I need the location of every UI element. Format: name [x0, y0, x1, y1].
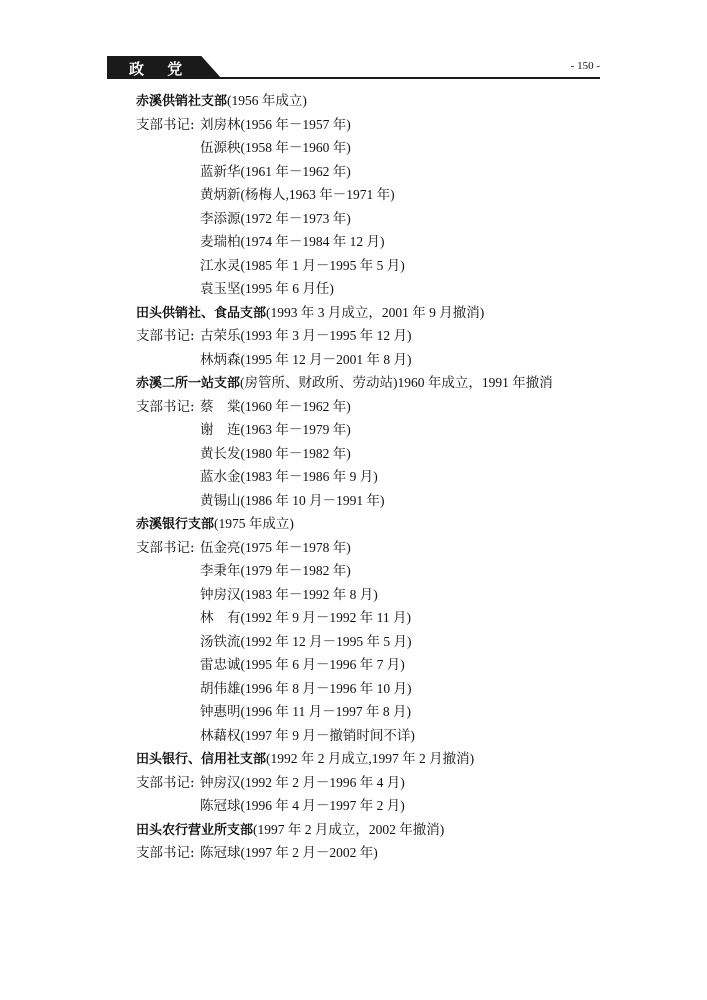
secretary-row — [136, 653, 606, 677]
secretary-row — [136, 489, 606, 513]
secretary-term: (1986 年 10 月－1991 年) — [240, 492, 385, 508]
secretary-name: 谢 连 — [200, 422, 241, 438]
branch-note: (1997 年 2 月成立，2002 年撤消) — [253, 821, 445, 837]
branch-note: (房管所、财政所、劳动站)1960 年成立，1991 年撤消 — [240, 375, 553, 390]
secretary-label: 支部书记: — [136, 845, 195, 861]
secretary-name: 钟惠明 — [200, 704, 241, 720]
branch-note: (1992 年 2 月成立,1997 年 2 月撤消) — [266, 751, 475, 766]
secretary-term: (1960 年－1962 年) — [240, 398, 351, 414]
branch-heading — [136, 512, 606, 536]
secretary-row — [136, 794, 606, 818]
branch-name: 赤溪供销社支部 — [136, 94, 228, 109]
secretary-row — [136, 630, 606, 654]
secretary-name: 蓝水金 — [200, 469, 241, 485]
header-rule — [202, 77, 600, 79]
secretary-row — [136, 230, 606, 254]
branch-heading — [136, 89, 606, 113]
page-number: - 150 - — [570, 60, 600, 72]
secretary-term: (1995 年 6 月任) — [240, 281, 334, 296]
secretary-row — [136, 677, 606, 701]
secretary-term: (1997 年 2 月－2002 年) — [240, 845, 378, 860]
secretary-name: 汤铁流 — [200, 633, 241, 650]
secretary-term: (1992 年 12 月－1995 年 5 月) — [240, 633, 412, 649]
branch-note: (1956 年成立) — [227, 93, 307, 108]
secretary-name: 陈冠球 — [200, 845, 241, 861]
branch-heading — [136, 818, 606, 842]
secretary-row — [136, 113, 606, 137]
secretary-name: 袁玉坚 — [200, 281, 241, 297]
secretary-term: (1996 年 11 月－1997 年 8 月) — [240, 704, 411, 719]
secretary-row — [136, 207, 606, 231]
secretary-term: (1985 年 1 月－1995 年 5 月) — [240, 257, 405, 273]
secretary-term: (1983 年－1986 年 9 月) — [240, 469, 378, 484]
page-header — [107, 56, 600, 80]
secretary-name: 江水灵 — [200, 257, 241, 274]
secretary-row — [136, 348, 606, 372]
secretary-row — [136, 465, 606, 489]
secretary-row — [136, 583, 606, 607]
branch-name: 赤溪银行支部 — [136, 517, 215, 532]
secretary-row — [136, 606, 606, 630]
secretary-name: 伍金亮 — [200, 539, 241, 556]
secretary-term: (1974 年－1984 年 12 月) — [240, 234, 385, 249]
branch-note: (1993 年 3 月成立，2001 年 9 月撤消) — [266, 304, 485, 320]
secretary-name: 钟房汉 — [200, 586, 241, 603]
branch-note: (1975 年成立) — [214, 516, 294, 531]
secretary-name: 胡伟雄 — [200, 680, 241, 697]
secretary-term: (1980 年－1982 年) — [240, 445, 351, 461]
branch-name: 田头银行、信用社支部 — [136, 752, 267, 767]
secretary-row — [136, 536, 606, 560]
secretary-row — [136, 841, 606, 865]
secretary-term: (1996 年 8 月－1996 年 10 月) — [240, 680, 412, 696]
secretary-term: (1992 年 2 月－1996 年 4 月) — [240, 774, 405, 790]
secretary-term: (1997 年 9 月－撤销时间不详) — [240, 727, 415, 743]
secretary-row — [136, 395, 606, 419]
secretary-row — [136, 418, 606, 442]
secretary-term: (1996 年 4 月－1997 年 2 月) — [240, 798, 405, 813]
secretary-term: (1956 年－1957 年) — [240, 116, 351, 132]
secretary-term: (1995 年 6 月－1996 年 7 月) — [240, 657, 405, 672]
secretary-name: 黄锡山 — [200, 492, 241, 509]
branch-heading — [136, 747, 606, 771]
secretary-name: 蔡 棠 — [200, 398, 241, 415]
secretary-term: (1983 年－1992 年 8 月) — [240, 586, 378, 602]
secretary-label: 支部书记: — [136, 539, 195, 556]
secretary-term: (杨梅人,1963 年－1971 年) — [240, 187, 395, 202]
secretary-label: 支部书记: — [136, 774, 195, 791]
secretary-row — [136, 183, 606, 207]
secretary-name: 麦瑞柏 — [200, 234, 241, 250]
secretary-row — [136, 324, 606, 348]
secretary-name: 伍源秧 — [200, 140, 241, 156]
secretary-name: 黄炳新 — [200, 187, 241, 203]
secretary-term: (1992 年 9 月－1992 年 11 月) — [240, 610, 411, 625]
section-title: 政 党 — [129, 60, 192, 78]
secretary-term: (1958 年－1960 年) — [240, 140, 351, 155]
secretary-term: (1972 年－1973 年) — [240, 210, 351, 226]
secretary-name: 刘房林 — [200, 116, 241, 133]
secretary-name: 林 有 — [200, 610, 241, 626]
secretary-name: 林炳森 — [200, 351, 241, 368]
secretary-name: 黄长发 — [200, 445, 241, 462]
secretary-name: 陈冠球 — [200, 798, 241, 814]
branch-list — [136, 89, 606, 865]
secretary-term: (1979 年－1982 年) — [240, 563, 351, 578]
secretary-label: 支部书记: — [136, 328, 195, 344]
secretary-row — [136, 724, 606, 748]
branch-name: 田头农行营业所支部 — [136, 822, 254, 838]
secretary-term: (1975 年－1978 年) — [240, 539, 351, 555]
secretary-name: 林藉权 — [200, 727, 241, 744]
secretary-name: 钟房汉 — [200, 774, 241, 791]
branch-name: 田头供销社、食品支部 — [136, 305, 267, 321]
secretary-name: 李添源 — [200, 210, 241, 227]
secretary-row — [136, 771, 606, 795]
branch-heading — [136, 301, 606, 325]
secretary-row — [136, 700, 606, 724]
secretary-term: (1995 年 12 月－2001 年 8 月) — [240, 351, 412, 367]
secretary-row — [136, 254, 606, 278]
secretary-name: 古荣乐 — [200, 328, 241, 344]
secretary-name: 雷忠诚 — [200, 657, 241, 673]
secretary-name: 蓝新华 — [200, 163, 241, 180]
secretary-row — [136, 136, 606, 160]
branch-name: 赤溪二所一站支部 — [136, 376, 241, 391]
secretary-row — [136, 559, 606, 583]
secretary-term: (1993 年 3 月－1995 年 12 月) — [240, 328, 412, 343]
secretary-row — [136, 277, 606, 301]
secretary-row — [136, 442, 606, 466]
secretary-row — [136, 160, 606, 184]
secretary-label: 支部书记: — [136, 116, 195, 133]
secretary-name: 李秉年 — [200, 563, 241, 579]
secretary-label: 支部书记: — [136, 398, 195, 415]
secretary-term: (1961 年－1962 年) — [240, 163, 351, 179]
branch-heading — [136, 371, 606, 395]
secretary-term: (1963 年－1979 年) — [240, 422, 351, 437]
